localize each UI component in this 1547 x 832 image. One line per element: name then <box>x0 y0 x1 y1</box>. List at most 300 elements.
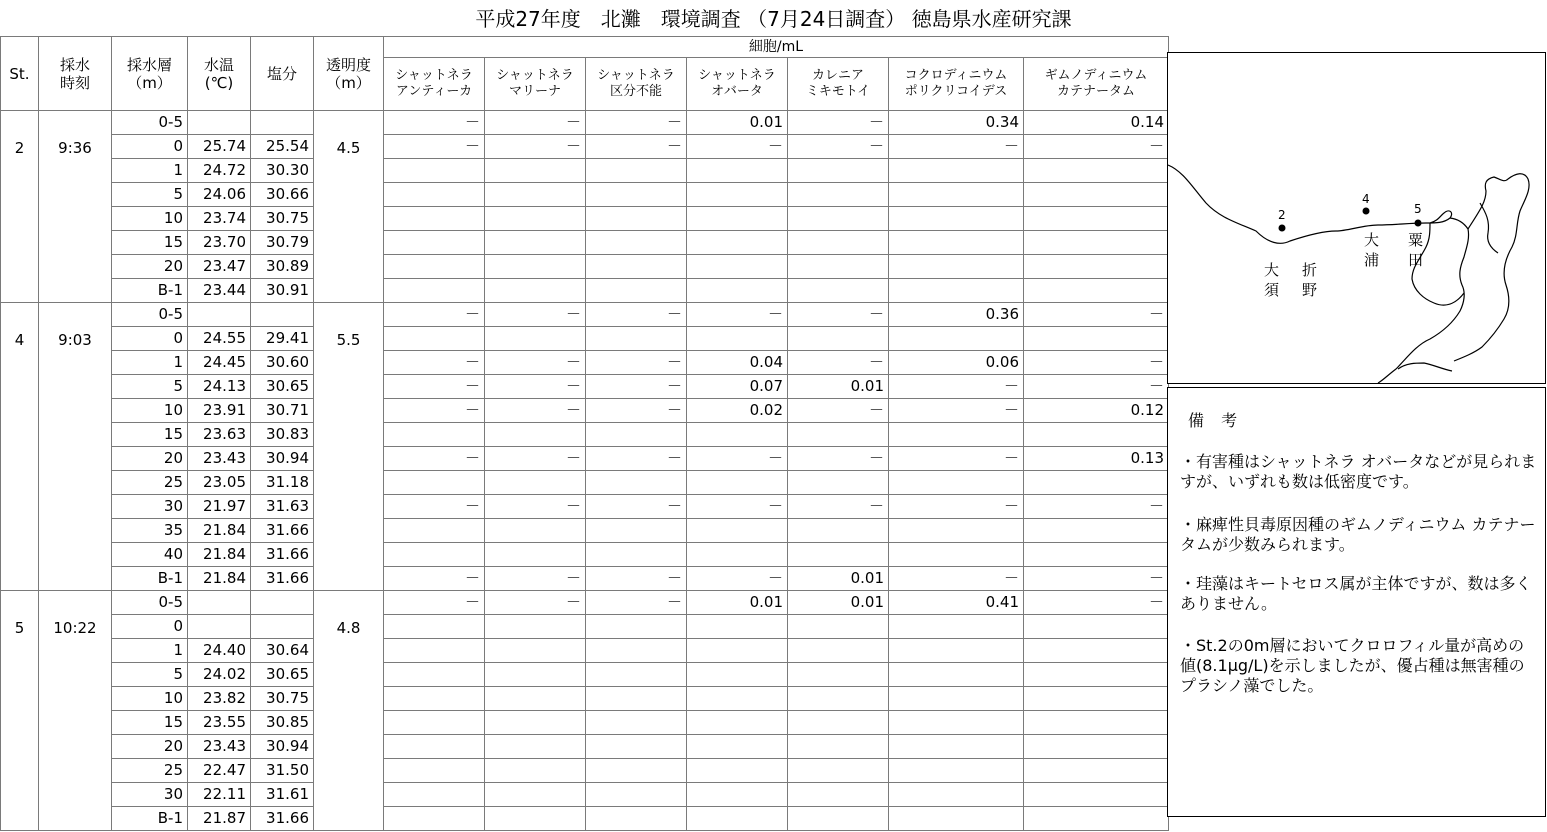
cell-count <box>687 471 788 495</box>
cell-count <box>485 711 586 735</box>
cell-count <box>1024 423 1169 447</box>
table-row <box>1 423 1169 447</box>
cell-count <box>586 423 687 447</box>
temp-cell: 23.82 <box>188 687 251 711</box>
place-name: 須 <box>1264 281 1280 299</box>
cell-count <box>788 327 889 351</box>
temp-cell: 21.84 <box>188 567 251 591</box>
sheet-title: 平成27年度 北灘 環境調査 （7月24日調査） 徳島県水産研究課 <box>475 7 1072 31</box>
header-species: シャットネラ 区分不能 <box>586 58 687 111</box>
coastline-map <box>1168 53 1545 383</box>
layer-cell: 15 <box>112 711 188 735</box>
cell-count: 0.02 <box>687 399 788 423</box>
layer-cell: 0 <box>112 615 188 639</box>
table-row <box>1 591 1169 615</box>
layer-cell: B-1 <box>112 567 188 591</box>
header-transparency: 透明度 （m） <box>314 37 384 111</box>
cell-count <box>384 711 485 735</box>
table-row <box>1 327 1169 351</box>
cell-count: － <box>788 351 889 375</box>
cell-count <box>485 639 586 663</box>
table-row <box>1 111 1169 135</box>
layer-cell: 30 <box>112 783 188 807</box>
temp-cell: 24.55 <box>188 327 251 351</box>
cell-count: － <box>384 447 485 471</box>
cell-count <box>687 639 788 663</box>
cell-count <box>1024 255 1169 279</box>
cell-count: － <box>1024 375 1169 399</box>
cell-count <box>788 231 889 255</box>
header-species: コクロディニウム ポリクリコイデス <box>889 58 1024 111</box>
temp-cell: 24.06 <box>188 183 251 207</box>
cell-count <box>889 423 1024 447</box>
cell-count: － <box>485 567 586 591</box>
cell-count: － <box>788 111 889 135</box>
salinity-cell: 30.66 <box>251 183 314 207</box>
cell-count: － <box>687 567 788 591</box>
salinity-cell: 31.50 <box>251 759 314 783</box>
layer-cell: B-1 <box>112 279 188 303</box>
cell-count: － <box>485 495 586 519</box>
cell-count <box>586 255 687 279</box>
layer-cell: B-1 <box>112 807 188 831</box>
cell-count <box>485 687 586 711</box>
layer-cell: 1 <box>112 159 188 183</box>
cell-count <box>586 759 687 783</box>
cell-count <box>788 423 889 447</box>
cell-count <box>788 207 889 231</box>
cell-count <box>485 327 586 351</box>
cell-count <box>485 543 586 567</box>
cell-count: 0.01 <box>788 591 889 615</box>
sample-time: 10:22 <box>39 591 112 831</box>
cell-count: － <box>586 495 687 519</box>
cell-count <box>687 735 788 759</box>
cell-count <box>1024 471 1169 495</box>
cell-count <box>586 639 687 663</box>
cell-count: － <box>586 591 687 615</box>
layer-cell: 35 <box>112 519 188 543</box>
cell-count: － <box>384 111 485 135</box>
cell-count <box>1024 231 1169 255</box>
cell-count: － <box>384 375 485 399</box>
cell-count <box>687 279 788 303</box>
cell-count <box>485 207 586 231</box>
layer-cell: 0-5 <box>112 591 188 615</box>
cell-count: － <box>485 111 586 135</box>
header-temp: 水温 (℃) <box>188 37 251 111</box>
temp-cell: 24.45 <box>188 351 251 375</box>
salinity-cell <box>251 591 314 615</box>
station-label: 4 <box>1362 192 1370 206</box>
cell-count <box>1024 687 1169 711</box>
cell-count: － <box>586 375 687 399</box>
cell-count <box>788 687 889 711</box>
layer-cell: 5 <box>112 663 188 687</box>
cell-count <box>1024 663 1169 687</box>
cell-count <box>889 663 1024 687</box>
table-row <box>1 735 1169 759</box>
cell-count <box>687 783 788 807</box>
temp-cell <box>188 111 251 135</box>
cell-count: － <box>889 495 1024 519</box>
cell-count <box>889 687 1024 711</box>
table-row <box>1 279 1169 303</box>
cell-count: － <box>384 351 485 375</box>
salinity-cell: 31.66 <box>251 567 314 591</box>
cell-count <box>485 279 586 303</box>
cell-count: － <box>889 447 1024 471</box>
layer-cell: 15 <box>112 423 188 447</box>
cell-count <box>586 783 687 807</box>
cell-count: 0.14 <box>1024 111 1169 135</box>
survey-table <box>0 36 1169 831</box>
cell-count <box>788 663 889 687</box>
cell-count: 0.12 <box>1024 399 1169 423</box>
salinity-cell: 31.66 <box>251 543 314 567</box>
cell-count: 0.36 <box>889 303 1024 327</box>
place-name: 大 <box>1264 261 1280 279</box>
cell-count: － <box>485 351 586 375</box>
cell-count <box>687 255 788 279</box>
table-row <box>1 231 1169 255</box>
cell-count: 0.01 <box>788 567 889 591</box>
cell-count <box>384 423 485 447</box>
cell-count <box>384 207 485 231</box>
cell-count: － <box>586 567 687 591</box>
table-row <box>1 351 1169 375</box>
cell-count <box>788 255 889 279</box>
table-row <box>1 711 1169 735</box>
cell-count <box>687 615 788 639</box>
temp-cell: 23.70 <box>188 231 251 255</box>
temp-cell: 24.13 <box>188 375 251 399</box>
cell-count: 0.41 <box>889 591 1024 615</box>
cell-count <box>586 471 687 495</box>
header-species: カレニア ミキモトイ <box>788 58 889 111</box>
table-row <box>1 783 1169 807</box>
cell-count: － <box>586 303 687 327</box>
layer-cell: 0 <box>112 327 188 351</box>
cell-count <box>384 519 485 543</box>
cell-count: － <box>485 135 586 159</box>
cell-count: 0.07 <box>687 375 788 399</box>
salinity-cell: 31.66 <box>251 807 314 831</box>
cell-count <box>485 663 586 687</box>
header-salinity: 塩分 <box>251 37 314 111</box>
layer-cell: 5 <box>112 183 188 207</box>
salinity-cell: 30.65 <box>251 663 314 687</box>
cell-count: － <box>788 495 889 519</box>
note-item: ・St.2の0m層においてクロロフィル量が高めの値(8.1μg/L)を示しましたが、優占種は無害種のプラシノ藻でした。 <box>1180 636 1525 695</box>
cell-count <box>586 183 687 207</box>
temp-cell <box>188 303 251 327</box>
salinity-cell <box>251 303 314 327</box>
layer-cell: 0-5 <box>112 303 188 327</box>
cell-count <box>384 255 485 279</box>
temp-cell: 21.84 <box>188 543 251 567</box>
cell-count <box>586 711 687 735</box>
cell-count <box>384 279 485 303</box>
layer-cell: 25 <box>112 471 188 495</box>
table-row <box>1 687 1169 711</box>
cell-count: － <box>889 375 1024 399</box>
table-row <box>1 639 1169 663</box>
header-layer: 採水層 （m） <box>112 37 188 111</box>
layer-cell: 25 <box>112 759 188 783</box>
salinity-cell: 31.61 <box>251 783 314 807</box>
cell-count <box>384 687 485 711</box>
temp-cell: 23.05 <box>188 471 251 495</box>
cell-count <box>788 279 889 303</box>
cell-count: 0.01 <box>788 375 889 399</box>
temp-cell: 21.97 <box>188 495 251 519</box>
salinity-cell: 30.64 <box>251 639 314 663</box>
salinity-cell: 30.89 <box>251 255 314 279</box>
salinity-cell: 30.60 <box>251 351 314 375</box>
salinity-cell: 30.75 <box>251 207 314 231</box>
place-name: 浦 <box>1364 251 1380 269</box>
note-item: ・麻痺性貝毒原因種のギムノディニウム カテナータムが少数みられます。 <box>1180 515 1536 554</box>
station-label: 2 <box>1278 208 1286 222</box>
cell-count: － <box>889 567 1024 591</box>
cell-count: － <box>889 399 1024 423</box>
cell-count <box>485 471 586 495</box>
cell-count <box>687 519 788 543</box>
cell-count: 0.13 <box>1024 447 1169 471</box>
notes-box <box>1167 387 1546 817</box>
temp-cell: 24.02 <box>188 663 251 687</box>
layer-cell: 10 <box>112 207 188 231</box>
layer-cell: 0 <box>112 135 188 159</box>
cell-count <box>586 327 687 351</box>
salinity-cell: 31.18 <box>251 471 314 495</box>
cell-count <box>586 519 687 543</box>
cell-count: 0.01 <box>687 111 788 135</box>
cell-count <box>687 759 788 783</box>
temp-cell: 22.47 <box>188 759 251 783</box>
cell-count <box>889 327 1024 351</box>
cell-count <box>889 711 1024 735</box>
temp-cell: 23.43 <box>188 447 251 471</box>
cell-count <box>687 663 788 687</box>
salinity-cell: 30.30 <box>251 159 314 183</box>
note-item: ・珪藻はキートセロス属が主体ですが、数は多くありません。 <box>1180 574 1532 613</box>
transparency-value: 4.8 <box>314 591 384 831</box>
table-row <box>1 207 1169 231</box>
cell-count: － <box>1024 591 1169 615</box>
cell-count <box>889 639 1024 663</box>
cell-count <box>687 711 788 735</box>
cell-count: － <box>485 399 586 423</box>
cell-count <box>1024 327 1169 351</box>
station-number: 2 <box>1 111 39 303</box>
cell-count <box>687 423 788 447</box>
salinity-cell: 30.71 <box>251 399 314 423</box>
cell-count <box>687 543 788 567</box>
header-species: ギムノディニウム カテナータム <box>1024 58 1169 111</box>
cell-count <box>1024 615 1169 639</box>
salinity-cell: 30.94 <box>251 447 314 471</box>
station-number: 4 <box>1 303 39 591</box>
cell-count <box>788 543 889 567</box>
cell-count <box>384 639 485 663</box>
table-row <box>1 447 1169 471</box>
table-row <box>1 543 1169 567</box>
cell-count <box>889 471 1024 495</box>
temp-cell: 23.63 <box>188 423 251 447</box>
layer-cell: 20 <box>112 735 188 759</box>
cell-count <box>384 327 485 351</box>
cell-count <box>384 783 485 807</box>
cell-count <box>687 207 788 231</box>
temp-cell: 24.72 <box>188 159 251 183</box>
cell-count <box>384 183 485 207</box>
cell-count <box>485 519 586 543</box>
cell-count <box>687 159 788 183</box>
cell-count: － <box>788 135 889 159</box>
cell-count: － <box>384 567 485 591</box>
salinity-cell: 25.54 <box>251 135 314 159</box>
salinity-cell <box>251 615 314 639</box>
temp-cell: 23.44 <box>188 279 251 303</box>
cell-count <box>586 279 687 303</box>
salinity-cell <box>251 111 314 135</box>
table-row <box>1 495 1169 519</box>
cell-count <box>485 183 586 207</box>
cell-count: － <box>1024 351 1169 375</box>
cell-count <box>788 471 889 495</box>
cell-count <box>889 207 1024 231</box>
cell-count <box>586 231 687 255</box>
cell-count <box>586 543 687 567</box>
cell-count: － <box>485 303 586 327</box>
cell-count <box>889 615 1024 639</box>
table-row <box>1 375 1169 399</box>
layer-cell: 0-5 <box>112 111 188 135</box>
cell-count <box>788 807 889 831</box>
temp-cell: 21.84 <box>188 519 251 543</box>
cell-count <box>384 231 485 255</box>
note-item: ・有害種はシャットネラ オバータなどが見られますが、いずれも数は低密度です。 <box>1180 452 1537 491</box>
cell-count: － <box>788 303 889 327</box>
layer-cell: 10 <box>112 687 188 711</box>
cell-count: － <box>1024 567 1169 591</box>
cell-count <box>384 471 485 495</box>
cell-count <box>586 615 687 639</box>
place-name: 大 <box>1364 231 1380 249</box>
cell-count <box>889 255 1024 279</box>
sample-time: 9:03 <box>39 303 112 591</box>
sample-time: 9:36 <box>39 111 112 303</box>
cell-count: － <box>687 135 788 159</box>
cell-count <box>788 615 889 639</box>
header-species: シャットネラ オバータ <box>687 58 788 111</box>
salinity-cell: 29.41 <box>251 327 314 351</box>
cell-count <box>384 159 485 183</box>
cell-count <box>1024 807 1169 831</box>
cell-count <box>687 687 788 711</box>
salinity-cell: 30.85 <box>251 711 314 735</box>
cell-count <box>384 663 485 687</box>
place-name: 野 <box>1302 281 1318 299</box>
cell-count <box>485 807 586 831</box>
cell-count <box>485 231 586 255</box>
header-st: St. <box>1 37 39 111</box>
table-row <box>1 519 1169 543</box>
salinity-cell: 30.94 <box>251 735 314 759</box>
cell-count <box>788 711 889 735</box>
temp-cell: 23.43 <box>188 735 251 759</box>
cell-count <box>384 615 485 639</box>
layer-cell: 20 <box>112 255 188 279</box>
layer-cell: 10 <box>112 399 188 423</box>
table-row <box>1 807 1169 831</box>
layer-cell: 20 <box>112 447 188 471</box>
temp-cell: 22.11 <box>188 783 251 807</box>
cell-count: － <box>586 135 687 159</box>
salinity-cell: 30.91 <box>251 279 314 303</box>
cell-count: － <box>384 591 485 615</box>
cell-count: 0.34 <box>889 111 1024 135</box>
cell-count <box>586 207 687 231</box>
cell-count <box>788 519 889 543</box>
cell-count <box>1024 159 1169 183</box>
cell-count <box>687 231 788 255</box>
temp-cell: 21.87 <box>188 807 251 831</box>
cell-count: － <box>384 303 485 327</box>
temp-cell: 25.74 <box>188 135 251 159</box>
cell-count: － <box>1024 303 1169 327</box>
header-time: 採水 時刻 <box>39 37 112 111</box>
table-row <box>1 663 1169 687</box>
cell-count <box>485 159 586 183</box>
cell-count <box>384 543 485 567</box>
cell-count: － <box>687 447 788 471</box>
cell-count: － <box>586 399 687 423</box>
cell-count <box>586 807 687 831</box>
cell-count <box>889 543 1024 567</box>
cell-count <box>687 327 788 351</box>
salinity-cell: 30.79 <box>251 231 314 255</box>
cell-count <box>1024 735 1169 759</box>
cell-count <box>788 639 889 663</box>
cell-count <box>889 735 1024 759</box>
cell-count: 0.04 <box>687 351 788 375</box>
table-row <box>1 159 1169 183</box>
temp-cell: 23.91 <box>188 399 251 423</box>
cell-count <box>889 807 1024 831</box>
cell-count <box>485 423 586 447</box>
table-row <box>1 399 1169 423</box>
cell-count <box>1024 207 1169 231</box>
cell-count <box>485 783 586 807</box>
place-name: 粟 <box>1408 231 1424 249</box>
temp-cell: 23.47 <box>188 255 251 279</box>
temp-cell: 24.40 <box>188 639 251 663</box>
cell-count <box>788 735 889 759</box>
cell-count <box>586 735 687 759</box>
cell-count <box>788 783 889 807</box>
cell-count: － <box>485 591 586 615</box>
cell-count <box>485 615 586 639</box>
header-cells-unit: 細胞/mL <box>384 37 1169 58</box>
cell-count <box>889 159 1024 183</box>
cell-count <box>586 663 687 687</box>
table-row <box>1 471 1169 495</box>
transparency-value: 4.5 <box>314 111 384 303</box>
cell-count: － <box>384 399 485 423</box>
